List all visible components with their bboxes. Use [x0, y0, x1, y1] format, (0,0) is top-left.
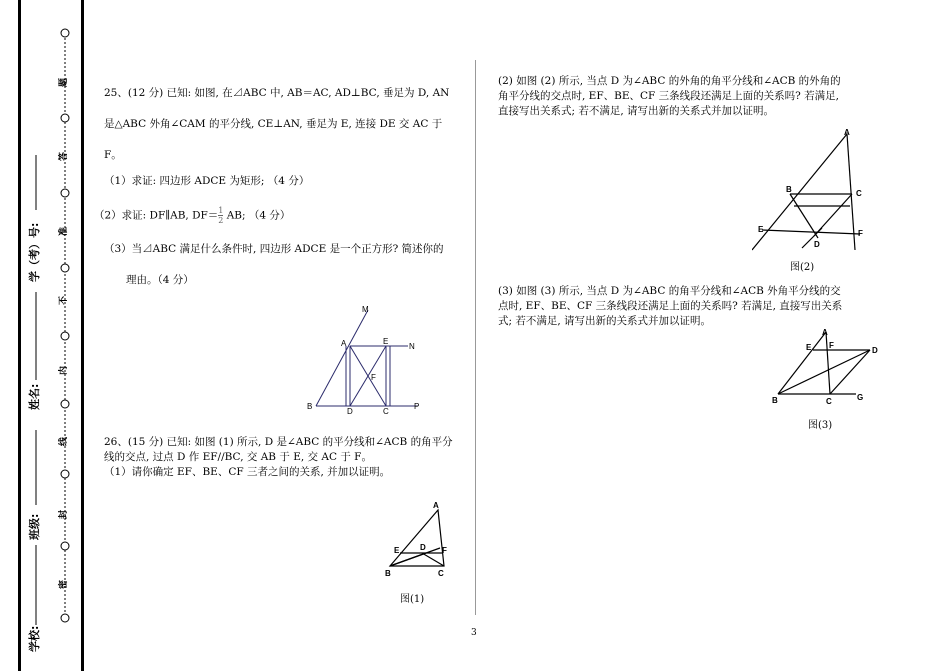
fig2-label: B — [786, 185, 792, 194]
figure3-caption: 图(3) — [808, 420, 833, 431]
q26-line2: 线的交点, 过点 D 作 EF//BC, 交 AB 于 E, 交 AC 于 F。 — [104, 451, 372, 463]
name-label: 姓名: — [28, 383, 41, 410]
fig1-label: C — [438, 569, 444, 578]
q26-line1: 26、(15 分) 已知: 如图 (1) 所示, D 是∠ABC 的平分线和∠ACB 的角平分 — [104, 436, 453, 448]
q26-figure2 — [752, 126, 877, 256]
fig3-label: G — [857, 393, 864, 402]
class-label: 班级: — [28, 513, 41, 540]
q25-part2 — [94, 206, 290, 225]
fig3-label: B — [772, 396, 778, 405]
field-lines — [26, 0, 40, 671]
q25-part3-reason: 理由。（4 分） — [126, 274, 194, 286]
fig3-label: E — [806, 343, 812, 352]
student-id-label: 学（考）号: — [28, 222, 41, 282]
q25-part3: （3）当⊿ABC 满足什么条件时, 四边形 ADCE 是一个正方形? 简述你的 — [104, 243, 444, 255]
fig3-label: F — [829, 341, 834, 350]
figure1-caption: 图(1) — [400, 594, 425, 605]
page-number: 3 — [471, 628, 477, 638]
fig25-label: N — [409, 342, 415, 351]
q26-part3-line3: 式; 若不满足, 请写出新的关系式并加以证明。 — [498, 315, 712, 327]
seal-char: 准 — [59, 226, 70, 237]
fig2-label: F — [858, 229, 863, 238]
q26-figure1 — [382, 498, 462, 582]
q25-figure — [298, 300, 433, 420]
q26-part3-line1: (3) 如图 (3) 所示, 当点 D 为∠ABC 的角平分线和∠ACB 外角平分线的交 — [498, 285, 841, 297]
fig25-label: E — [383, 337, 389, 346]
seal-char: 封 — [59, 509, 70, 520]
fig2-label: C — [856, 189, 862, 198]
fig25-label: D — [347, 407, 353, 416]
q25-part1: （1）求证: 四边形 ADCE 为矩形; （4 分） — [104, 175, 310, 187]
fraction-num: 1 — [218, 206, 224, 215]
seal-char: 题 — [59, 77, 70, 88]
fig2-label: E — [758, 225, 764, 234]
fraction-den: 2 — [218, 216, 224, 225]
seal-char: 答 — [59, 151, 70, 162]
q25-part2-text: （2）求证: DF∥AB, DF＝ — [94, 209, 219, 222]
fig1-label: F — [442, 546, 447, 555]
fig25-label: A — [341, 339, 347, 348]
fig2-label: A — [844, 128, 850, 137]
fig25-label: P — [414, 402, 420, 411]
fig1-label: E — [394, 546, 400, 555]
seal-char: 线 — [59, 436, 70, 447]
seal-char: 密 — [59, 579, 70, 590]
fig25-label: B — [307, 402, 313, 411]
school-label: 学校: — [28, 625, 41, 652]
fig25-label: M — [362, 305, 369, 314]
q26-part3-line2: 点时, EF、BE、CF 三条线段还满足上面的关系吗? 若满足, 直接写出关系 — [498, 300, 843, 312]
fig1-label: D — [420, 543, 426, 552]
fig3-label: A — [822, 328, 828, 337]
column-divider — [475, 60, 476, 615]
fig3-label: D — [872, 346, 878, 355]
fig3-label: C — [826, 397, 832, 406]
q26-part1: （1）请你确定 EF、BE、CF 三者之间的关系, 并加以证明。 — [104, 466, 391, 478]
seal-char: 不 — [59, 295, 70, 306]
fig25-label: C — [383, 407, 389, 416]
q25-line1: 25、(12 分) 已知: 如图, 在⊿ABC 中, AB＝AC, AD⊥BC, 垂足为 D, AN — [104, 87, 450, 99]
q25-line3: F。 — [104, 149, 122, 161]
seal-line — [56, 0, 76, 671]
fig25-label: F — [371, 373, 376, 382]
q26-part2-line3: 直接写出关系式; 若不满足, 请写出新的关系式并加以证明。 — [498, 105, 775, 117]
fig2-label: D — [814, 240, 820, 249]
fig1-label: A — [433, 501, 439, 510]
q26-part2-line2: 角平分线的交点时, EF、BE、CF 三条线段还满足上面的关系吗? 若满足, — [498, 90, 839, 102]
q26-part2-line1: (2) 如图 (2) 所示, 当点 D 为∠ABC 的外角的角平分线和∠ACB 的外角的 — [498, 75, 841, 87]
q25-part2-tail: AB; （4 分） — [223, 209, 291, 222]
fig1-label: B — [385, 569, 391, 578]
seal-char: 内 — [59, 365, 70, 376]
q25-line2: 是△ABC 外角∠CAM 的平分线, CE⊥AN, 垂足为 E, 连接 DE 交 AC 于 — [104, 118, 443, 130]
q26-figure3 — [768, 326, 888, 408]
figure2-caption: 图(2) — [790, 262, 815, 273]
